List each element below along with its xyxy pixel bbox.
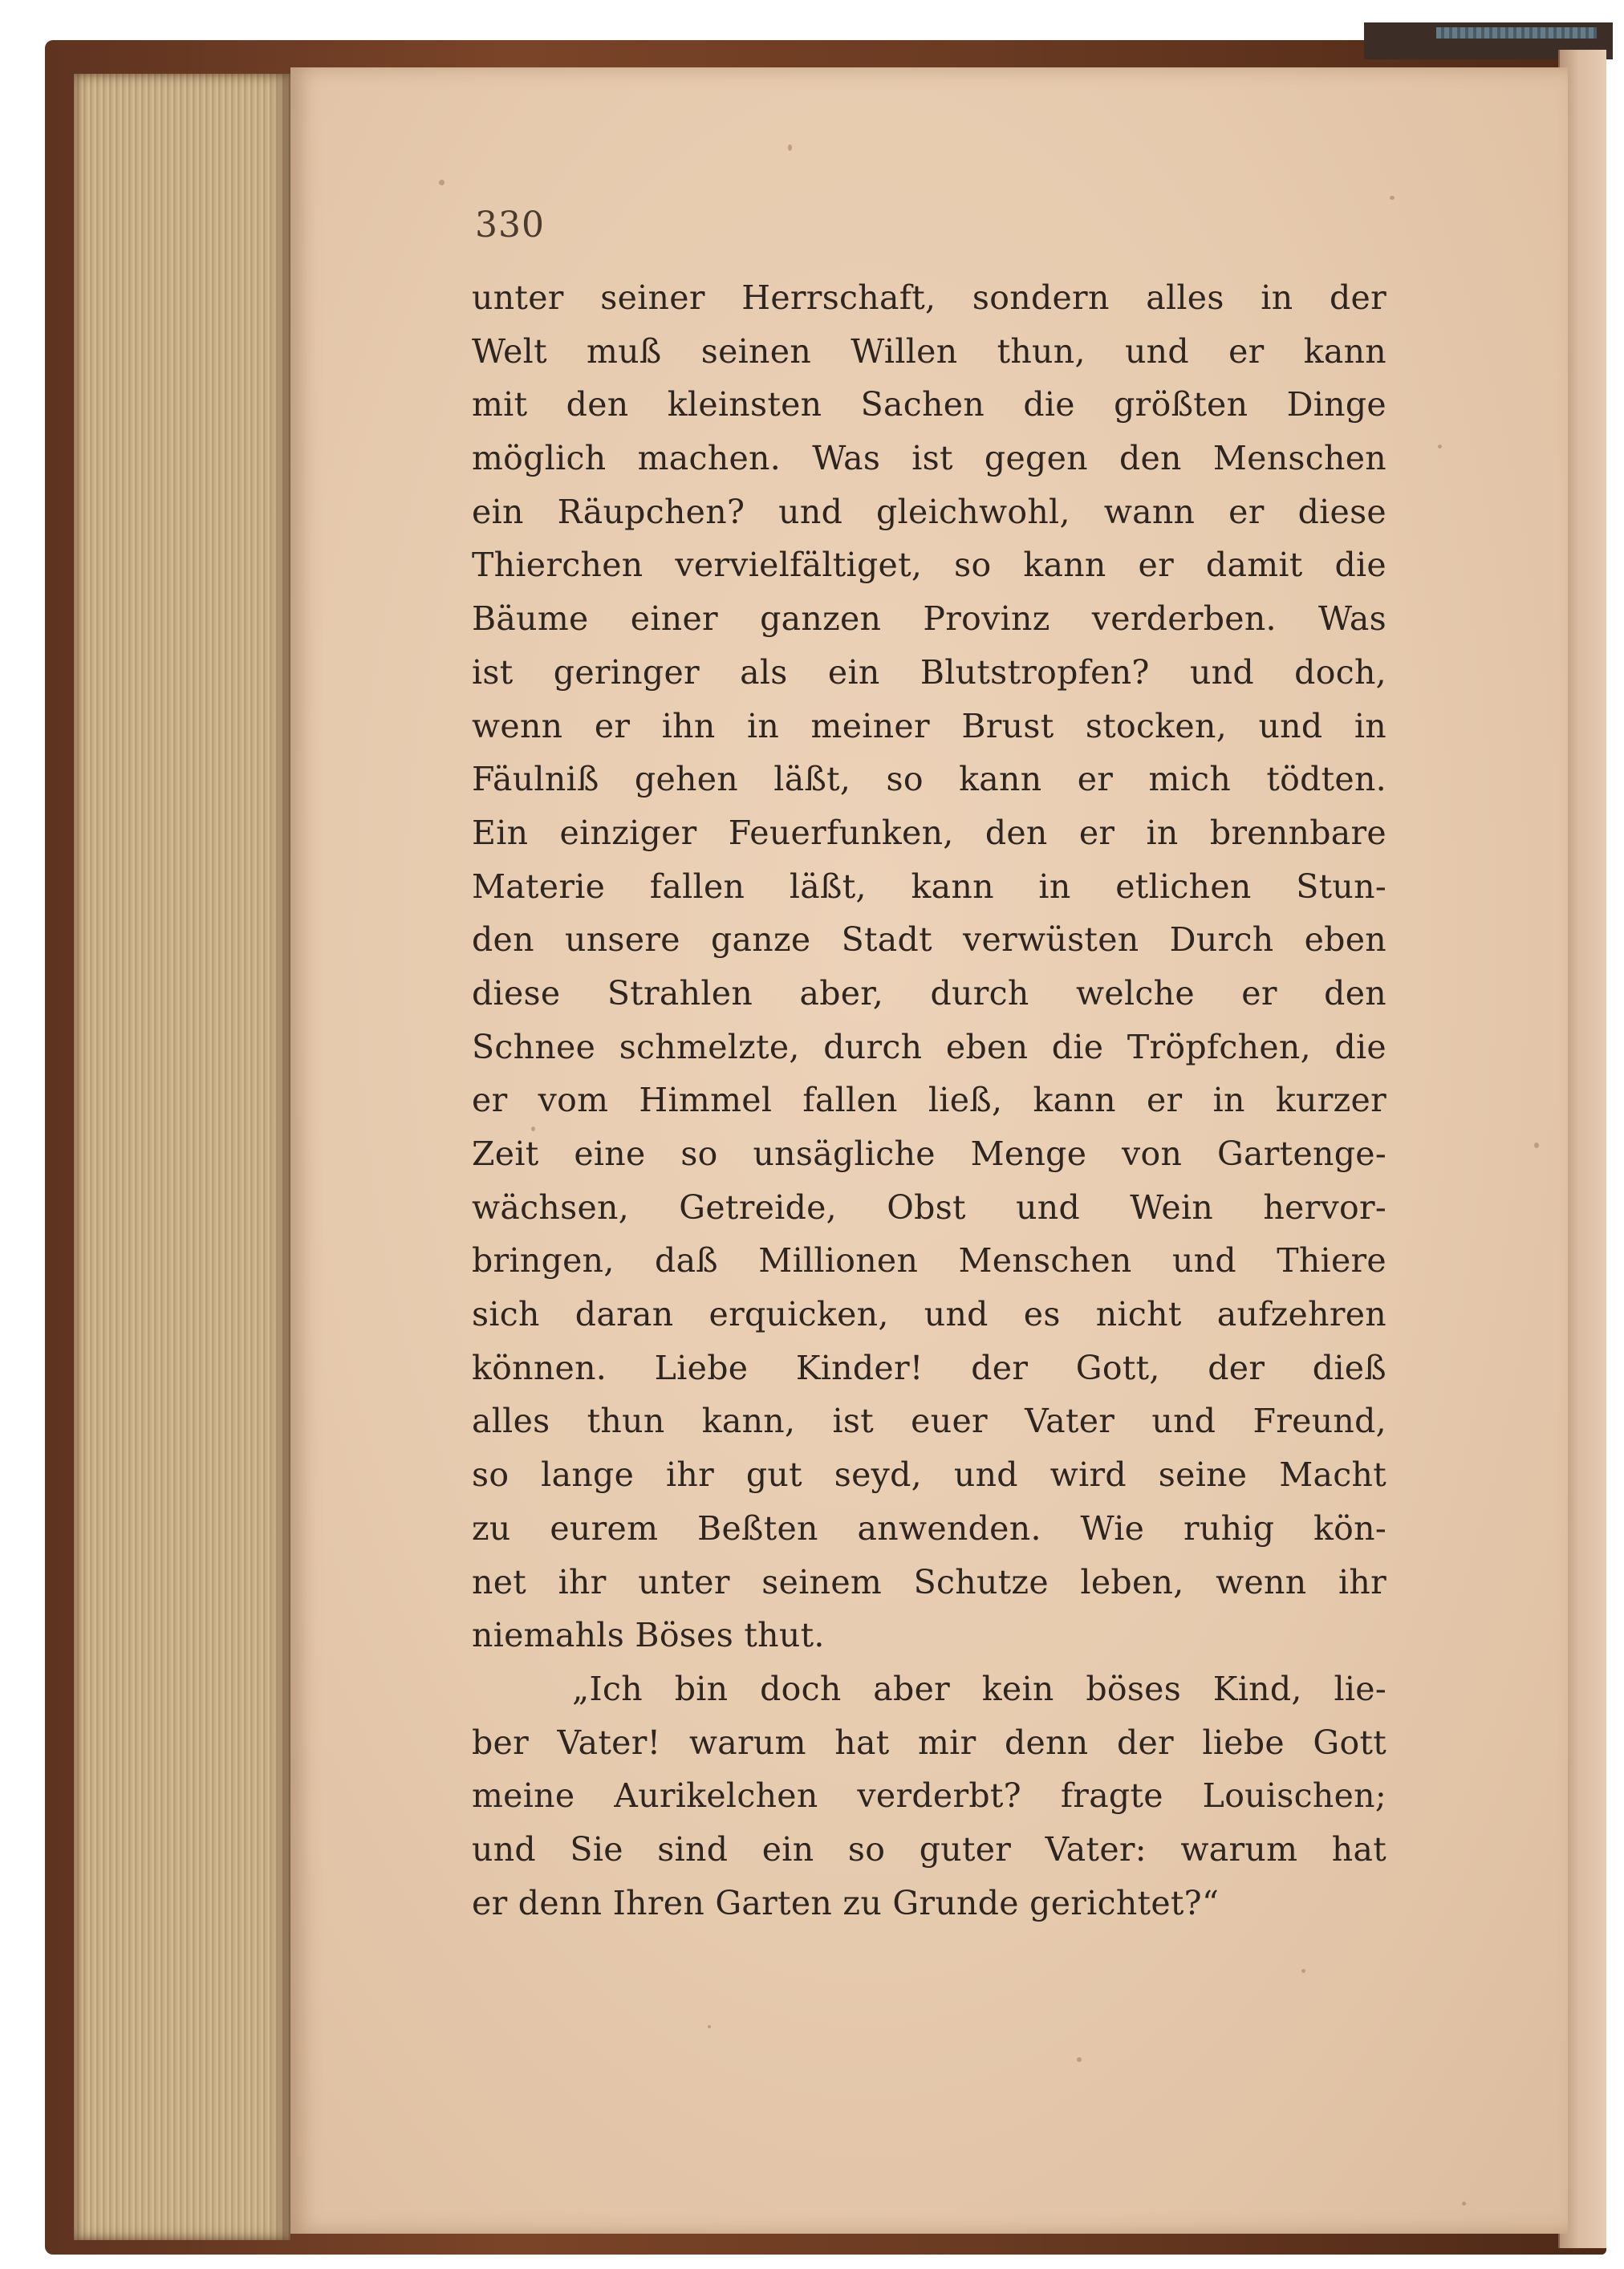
text-line: können. Liebe Kinder! der Gott, der dieß (472, 1348, 1386, 1387)
text-line: ein Räupchen? und gleichwohl, wann er diese (472, 492, 1386, 531)
text-line: Welt muß seinen Willen thun, und er kann (472, 331, 1386, 371)
paper-speck (1390, 196, 1395, 200)
paper-speck (708, 2025, 711, 2028)
text-line: ber Vater! warum hat mir denn der liebe Gott (472, 1723, 1386, 1762)
text-line: „Ich bin doch aber kein böses Kind, lie- (572, 1669, 1386, 1708)
text-line: zu eurem Beßten anwenden. Wie ruhig kön- (472, 1508, 1386, 1548)
page-edges (74, 74, 290, 2240)
text-line: wächsen, Getreide, Obst und Wein hervor- (472, 1187, 1386, 1227)
paper-speck (1301, 1969, 1305, 1973)
paper-speck (1077, 2057, 1082, 2062)
text-line: den unsere ganze Stadt verwüsten Durch eben (472, 920, 1386, 960)
paper-speck (1462, 2202, 1466, 2206)
text-line: er vom Himmel fallen ließ, kann er in kurzer (472, 1081, 1386, 1120)
text-line: möglich machen. Was ist gegen den Menschen (472, 439, 1386, 478)
text-line: meine Aurikelchen verderbt? fragte Louischen; (472, 1776, 1386, 1816)
text-line: Materie fallen läßt, kann in etlichen Stun- (472, 867, 1386, 906)
text-line: diese Strahlen aber, durch welche er den (472, 973, 1386, 1013)
paper-speck (1534, 1143, 1539, 1148)
text-line: unter seiner Herrschaft, sondern alles in der (472, 278, 1386, 317)
bookmark-thread (1436, 27, 1597, 39)
text-line: niemahls Böses thut. (472, 1616, 825, 1655)
text-line: Bäume einer ganzen Provinz verderben. Was (472, 599, 1386, 639)
text-line: bringen, daß Millionen Menschen und Thiere (472, 1241, 1386, 1281)
body-text (472, 271, 1386, 1930)
text-line: net ihr unter seinem Schutze leben, wenn ihr (472, 1562, 1386, 1601)
paper-speck (1438, 444, 1442, 449)
text-line: Zeit eine so unsägliche Menge von Gartenge- (472, 1134, 1386, 1173)
paper-speck (788, 144, 792, 151)
text-line: so lange ihr gut seyd, und wird seine Macht (472, 1455, 1386, 1495)
text-line: alles thun kann, ist euer Vater und Freund, (472, 1402, 1386, 1441)
text-line: er denn Ihren Garten zu Grunde gerichtet?“ (472, 1883, 1220, 1922)
text-line: und Sie sind ein so guter Vater: warum hat (472, 1829, 1386, 1869)
paper-speck (439, 180, 445, 185)
text-line: Schnee schmelzte, durch eben die Tröpfchen, die (472, 1027, 1386, 1066)
page-number: 330 (475, 205, 545, 246)
text-line: Fäulniß gehen läßt, so kann er mich tödten. (472, 760, 1386, 799)
text-line: ist geringer als ein Blutstropfen? und doch, (472, 652, 1386, 692)
text-line: mit den kleinsten Sachen die größten Dinge (472, 385, 1386, 424)
text-line: wenn er ihn in meiner Brust stocken, und in (472, 706, 1386, 745)
text-line: Thierchen vervielfältiget, so kann er damit die (472, 546, 1386, 585)
text-line: Ein einziger Feuerfunken, den er in brennbare (472, 813, 1386, 852)
text-line: sich daran erquicken, und es nicht aufzehren (472, 1295, 1386, 1334)
